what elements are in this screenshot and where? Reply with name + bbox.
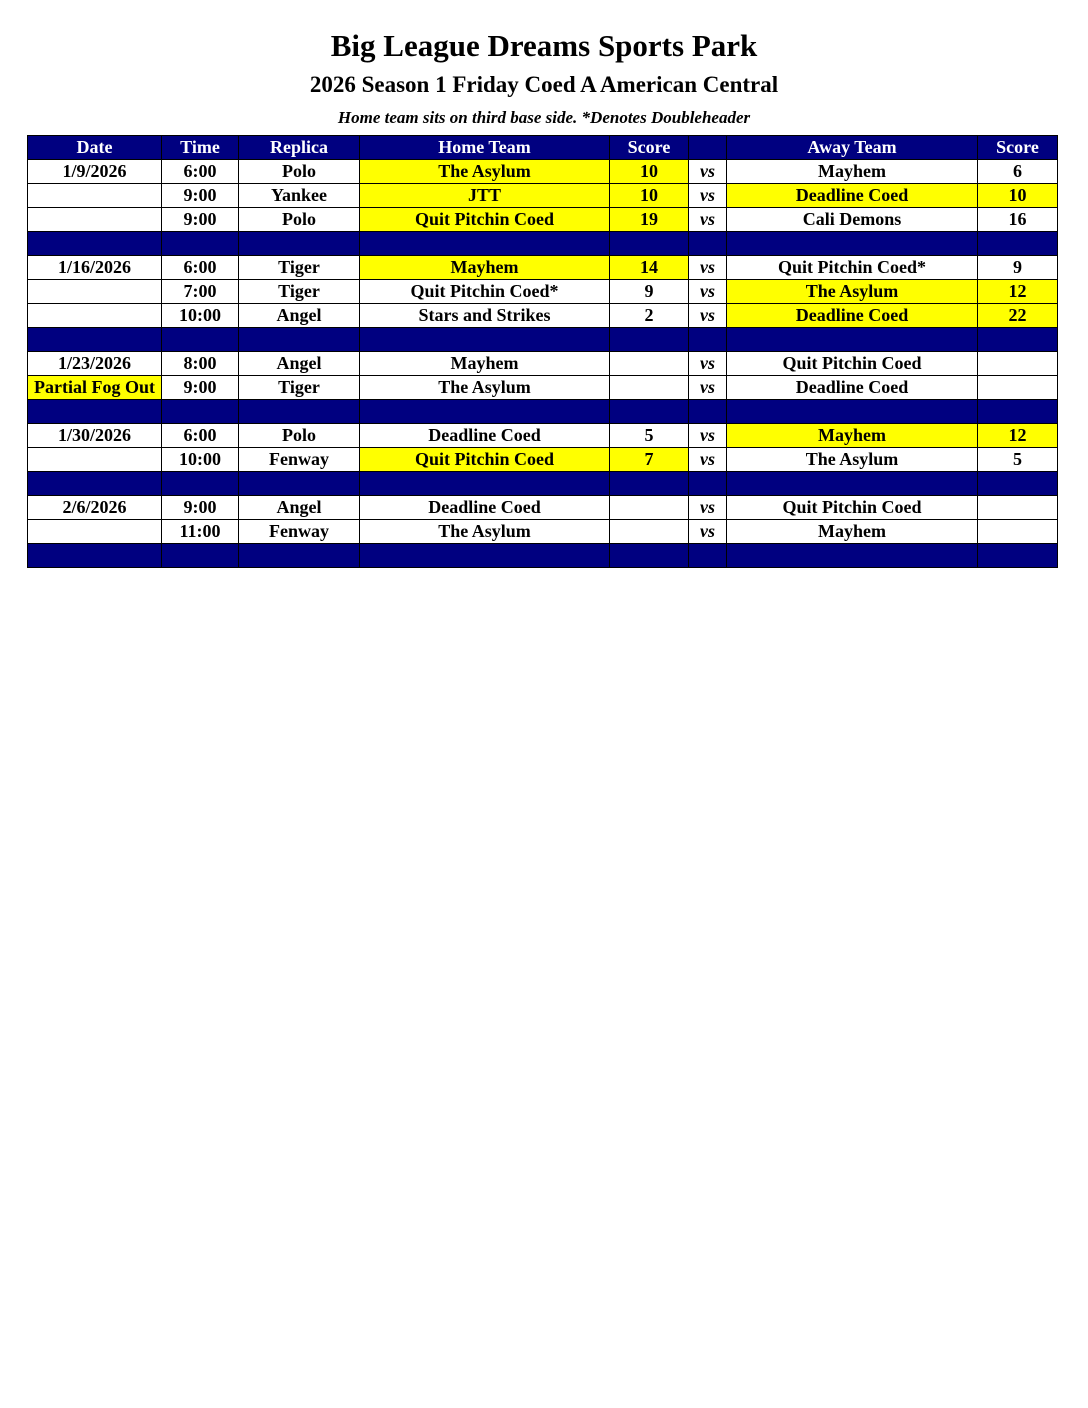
away-team-cell: Mayhem — [727, 424, 978, 448]
home-team-cell: Deadline Coed — [360, 424, 610, 448]
time-cell: 10:00 — [162, 448, 239, 472]
week-separator-row — [28, 544, 1058, 568]
away-score-cell — [978, 520, 1058, 544]
date-cell — [28, 520, 162, 544]
home-score-cell: 19 — [610, 208, 689, 232]
table-row — [28, 208, 1058, 232]
table-row — [28, 496, 1058, 520]
date-cell: 1/30/2026 — [28, 424, 162, 448]
date-cell: 1/16/2026 — [28, 256, 162, 280]
replica-cell: Angel — [239, 352, 360, 376]
home-team-cell: The Asylum — [360, 376, 610, 400]
home-score-cell: 9 — [610, 280, 689, 304]
replica-cell: Tiger — [239, 256, 360, 280]
home-score-cell — [610, 352, 689, 376]
home-team-cell: Mayhem — [360, 256, 610, 280]
table-row — [28, 256, 1058, 280]
away-team-cell: Mayhem — [727, 160, 978, 184]
away-team-cell: Deadline Coed — [727, 304, 978, 328]
home-score-cell — [610, 496, 689, 520]
table-row — [28, 448, 1058, 472]
home-team-cell: Mayhem — [360, 352, 610, 376]
col-header-away-score: Score — [978, 136, 1058, 160]
table-row — [28, 424, 1058, 448]
home-team-cell: Quit Pitchin Coed — [360, 208, 610, 232]
table-row — [28, 376, 1058, 400]
replica-cell: Polo — [239, 160, 360, 184]
away-team-cell: Mayhem — [727, 520, 978, 544]
table-row — [28, 280, 1058, 304]
away-score-cell: 16 — [978, 208, 1058, 232]
col-header-time: Time — [162, 136, 239, 160]
replica-cell: Tiger — [239, 376, 360, 400]
time-cell: 6:00 — [162, 424, 239, 448]
date-cell — [28, 280, 162, 304]
date-cell: 1/9/2026 — [28, 160, 162, 184]
col-header-replica: Replica — [239, 136, 360, 160]
home-score-cell — [610, 520, 689, 544]
vs-cell: vs — [689, 520, 727, 544]
vs-cell: vs — [689, 160, 727, 184]
replica-cell: Tiger — [239, 280, 360, 304]
replica-cell: Fenway — [239, 520, 360, 544]
date-cell — [28, 208, 162, 232]
doubleheader-note: Home team sits on third base side. *Denotes Doubleheader — [337, 108, 751, 127]
home-team-cell: JTT — [360, 184, 610, 208]
time-cell: 11:00 — [162, 520, 239, 544]
week-separator-row — [28, 232, 1058, 256]
home-team-cell: Deadline Coed — [360, 496, 610, 520]
away-team-cell: Deadline Coed — [727, 376, 978, 400]
away-score-cell — [978, 376, 1058, 400]
vs-cell: vs — [689, 448, 727, 472]
time-cell: 9:00 — [162, 376, 239, 400]
time-cell: 6:00 — [162, 160, 239, 184]
home-score-cell: 7 — [610, 448, 689, 472]
away-team-cell: Quit Pitchin Coed* — [727, 256, 978, 280]
away-team-cell: Quit Pitchin Coed — [727, 352, 978, 376]
week-separator-row — [28, 400, 1058, 424]
time-cell: 10:00 — [162, 304, 239, 328]
table-row — [28, 520, 1058, 544]
table-row — [28, 184, 1058, 208]
home-score-cell: 2 — [610, 304, 689, 328]
home-score-cell: 5 — [610, 424, 689, 448]
replica-cell: Polo — [239, 424, 360, 448]
schedule-table — [27, 135, 1058, 568]
away-score-cell — [978, 352, 1058, 376]
away-score-cell: 12 — [978, 424, 1058, 448]
table-row — [28, 352, 1058, 376]
away-score-cell — [978, 496, 1058, 520]
col-header-date: Date — [28, 136, 162, 160]
away-score-cell: 9 — [978, 256, 1058, 280]
vs-cell: vs — [689, 376, 727, 400]
away-team-cell: The Asylum — [727, 280, 978, 304]
col-header-vs — [689, 136, 727, 160]
vs-cell: vs — [689, 208, 727, 232]
table-row — [28, 160, 1058, 184]
week-separator-row — [28, 472, 1058, 496]
vs-cell: vs — [689, 256, 727, 280]
date-cell: 1/23/2026 — [28, 352, 162, 376]
away-score-cell: 6 — [978, 160, 1058, 184]
away-team-cell: The Asylum — [727, 448, 978, 472]
replica-cell: Yankee — [239, 184, 360, 208]
col-header-away-team: Away Team — [727, 136, 978, 160]
home-score-cell: 10 — [610, 184, 689, 208]
date-cell — [28, 448, 162, 472]
away-team-cell: Cali Demons — [727, 208, 978, 232]
replica-cell: Polo — [239, 208, 360, 232]
home-score-cell: 10 — [610, 160, 689, 184]
away-score-cell: 12 — [978, 280, 1058, 304]
time-cell: 8:00 — [162, 352, 239, 376]
away-score-cell: 10 — [978, 184, 1058, 208]
away-score-cell: 5 — [978, 448, 1058, 472]
time-cell: 7:00 — [162, 280, 239, 304]
away-score-cell: 22 — [978, 304, 1058, 328]
table-row — [28, 304, 1058, 328]
home-score-cell — [610, 376, 689, 400]
time-cell: 9:00 — [162, 208, 239, 232]
home-team-cell: Quit Pitchin Coed — [360, 448, 610, 472]
vs-cell: vs — [689, 424, 727, 448]
replica-cell: Fenway — [239, 448, 360, 472]
away-team-cell: Quit Pitchin Coed — [727, 496, 978, 520]
col-header-home-team: Home Team — [360, 136, 610, 160]
home-team-cell: The Asylum — [360, 160, 610, 184]
time-cell: 9:00 — [162, 496, 239, 520]
home-team-cell: Stars and Strikes — [360, 304, 610, 328]
page-title: Big League Dreams Sports Park — [330, 28, 758, 63]
replica-cell: Angel — [239, 496, 360, 520]
away-team-cell: Deadline Coed — [727, 184, 978, 208]
home-team-cell: The Asylum — [360, 520, 610, 544]
time-cell: 6:00 — [162, 256, 239, 280]
vs-cell: vs — [689, 352, 727, 376]
vs-cell: vs — [689, 304, 727, 328]
home-score-cell: 14 — [610, 256, 689, 280]
week-separator-row — [28, 328, 1058, 352]
page-subtitle: 2026 Season 1 Friday Coed A American Central — [309, 72, 779, 97]
replica-cell: Angel — [239, 304, 360, 328]
vs-cell: vs — [689, 184, 727, 208]
fog-out-note-cell: Partial Fog Out — [28, 376, 162, 400]
date-cell — [28, 304, 162, 328]
vs-cell: vs — [689, 496, 727, 520]
date-cell — [28, 184, 162, 208]
date-cell: 2/6/2026 — [28, 496, 162, 520]
vs-cell: vs — [689, 280, 727, 304]
col-header-home-score: Score — [610, 136, 689, 160]
table-header-row — [28, 136, 1058, 160]
time-cell: 9:00 — [162, 184, 239, 208]
home-team-cell: Quit Pitchin Coed* — [360, 280, 610, 304]
